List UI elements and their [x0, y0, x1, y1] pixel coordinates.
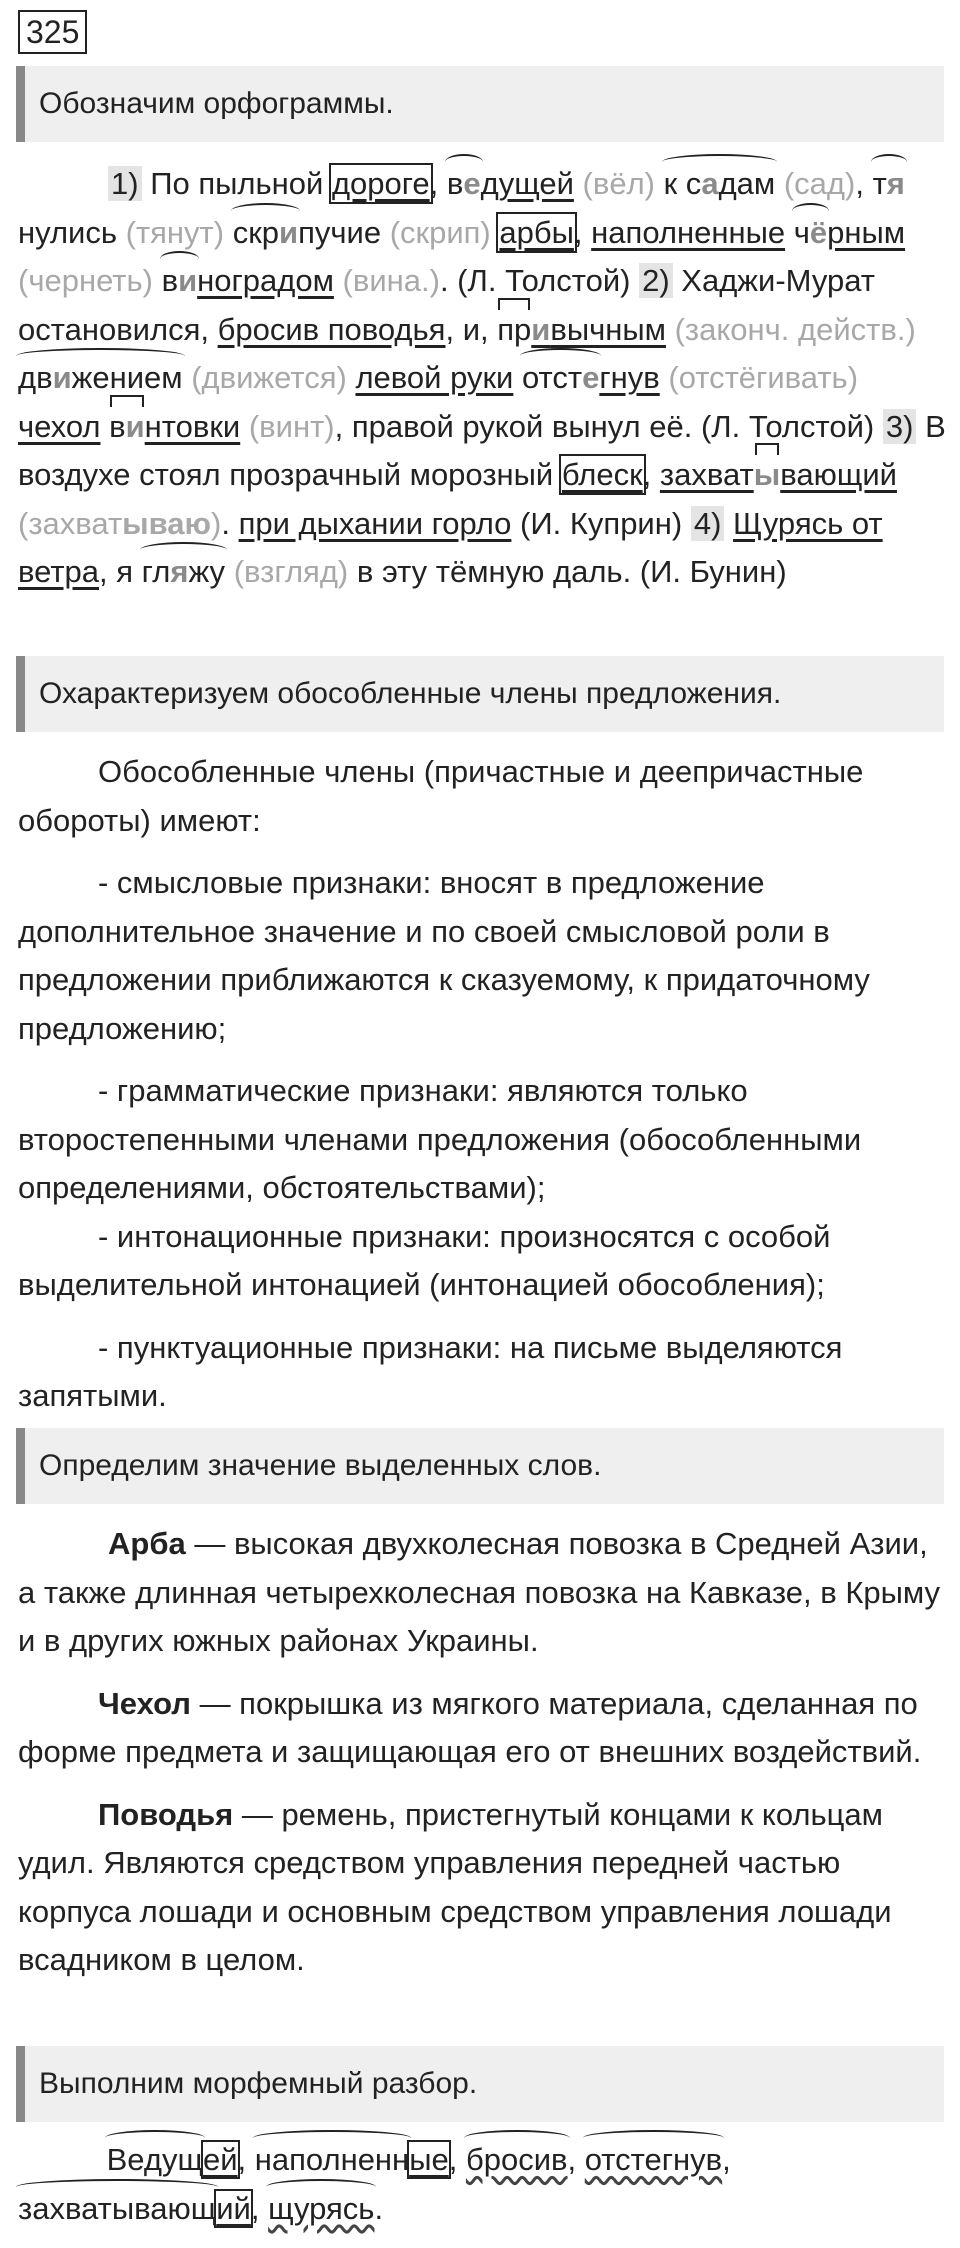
hint-dvizhetsya: (движется): [191, 360, 347, 395]
word-blesk: блеск: [561, 457, 643, 492]
text-fragment: (И. Куприн): [520, 505, 683, 541]
feature-intonation: - интонационные признаки: произносятся с особой выделительной интонацией (интонацией обособления);: [18, 1218, 831, 1302]
section-heading-features: Охарактеризуем обособленные члены предложения.: [16, 656, 944, 732]
word-glyazhu: гляжу: [142, 554, 225, 589]
hint-zakonch: (законч. действ.): [674, 311, 916, 347]
word-chekhol: чехол: [18, 408, 101, 444]
phrase-shchuryas: Щурясь от ветра: [18, 505, 883, 589]
feature-punctuation: - пунктуационные признаки: на письме выделяются запятыми.: [18, 1329, 843, 1413]
features-text: [18, 748, 948, 1421]
morpheme-brosiv: бросив: [466, 2136, 568, 2185]
phrase-pri-dykhanii: при дыхании горло: [238, 505, 512, 541]
word-chernym: чёрным: [794, 215, 905, 250]
word-vintovki: винтовки: [109, 409, 240, 444]
term-arba: Арба: [108, 1526, 186, 1561]
section-heading-morphemes: Выполним морфемный разбор.: [16, 2046, 944, 2122]
hint-vzglyad: (взгляд): [233, 554, 349, 589]
section-heading-definitions: Определим значение выделенных слов.: [16, 1428, 944, 1504]
word-privychnym: привычным: [497, 312, 666, 347]
term-chekhol: Чехол: [98, 1685, 191, 1721]
features-intro: Обособленные члены (причастные и деепричастные обороты) имеют:: [18, 754, 864, 838]
word-skripuchie: скрипучие: [233, 215, 381, 250]
hint-zakhvatyvayu: (захватываю): [18, 505, 222, 541]
word-otstegnuv: отстегнув: [522, 360, 660, 395]
text-fragment: . (Л. Толстой): [439, 263, 631, 298]
hint-vint: (винт): [248, 408, 335, 444]
word-vedushchey: ведущей: [447, 166, 574, 201]
definition-povodya: Поводья — ремень, пристегнутый концами к кольцам удил. Являются средством управления передней частью корпуса лошади и основным средством управления лошади всадником в целом.: [18, 1796, 892, 1977]
hint-tyanut: (тянут): [125, 214, 225, 250]
sentence-number: 4): [691, 506, 725, 541]
hint-vel: (вёл): [582, 166, 655, 201]
word-tyanulis: тянулись: [18, 166, 905, 250]
task-number: 325: [18, 10, 87, 54]
phrase-brosiv-povodya: бросив поводья: [217, 311, 446, 347]
definitions: [18, 1520, 948, 1985]
feature-semantic: - смысловые признаки: вносят в предложение дополнительное значение и по своей смысловой роли в предложении приближаются к сказуемому, к придаточному предложению;: [18, 865, 870, 1046]
text-fragment: , правой рукой вынул её. (Л. Толстой): [334, 408, 875, 444]
section-heading-orthograms: Обозначим орфограммы.: [16, 66, 944, 142]
sentence-number: 2): [639, 263, 673, 298]
word-doroge: дороге: [331, 166, 430, 201]
orthogram-text: 1) По пыльной дороге, ведущей (вёл) к садам (сад), тянулись (тянут) скрипучие (скрип) арбы, наполненные чёрным (чернеть) виноградом (вина.). (Л. Толстой) 2) Хаджи-Мурат остановился, бросив поводья, и, привычным (законч. действ.) движением (движется) левой руки отстегнув (отстёгивать) чехол винтовки (винт), правой рукой вынул её. (Л. Толстой) 3) В воздухе стоял прозрачный морозный блеск, захватывающий (захватываю). при дыхании горло (И. Куприн) 4) Щурясь от ветра, я гляжу (взгляд) в эту тёмную даль. (И. Бунин): [18, 160, 948, 597]
morpheme-napolnennye: наполненные: [255, 2142, 449, 2177]
hint-sad: (сад): [783, 166, 856, 201]
feature-grammatical: - грамматические признаки: являются только второстепенными членами предложения (обособленными определениями, обстоятельствами);: [18, 1073, 862, 1205]
morpheme-zakhvatyvayushchiy: захватывающий: [18, 2191, 251, 2226]
hint-skrip: (скрип): [389, 214, 491, 250]
word-arby: арбы: [499, 214, 574, 250]
hint-chernet: (чернеть): [18, 263, 153, 298]
word-napolnennye: наполненные: [591, 214, 786, 250]
word-dvizheniem: движением: [18, 360, 183, 395]
text-fragment: Хаджи-Мурат остановился,: [18, 263, 876, 347]
definition-arba: Арба — высокая двухколесная повозка в Средней Азии, а также длинная четырехколесная повозка на Кавказе, в Крыму и в других южных районах Украины.: [18, 1526, 941, 1658]
text-fragment: , и,: [445, 311, 489, 347]
text-fragment: в эту тёмную даль. (И. Бунин): [356, 554, 787, 589]
morpheme-vedushchey: Ведущей: [107, 2142, 238, 2177]
phrase-levoy-ruki: левой руки: [355, 360, 514, 395]
word-vinogradom: виноградом: [162, 263, 334, 298]
text-fragment: В воздухе стоял прозрачный морозный: [18, 408, 946, 492]
term-povodya: Поводья: [98, 1796, 234, 1832]
text-fragment: , я: [99, 554, 134, 589]
sentence-number: 1): [108, 166, 142, 201]
morpheme-shchuryas: щурясь: [268, 2185, 374, 2234]
morpheme-analysis: Ведущей, наполненные, бросив, отстегнув, захватывающий, щурясь.: [18, 2136, 948, 2233]
hint-vina: (вина.): [342, 263, 440, 298]
definition-chekhol: Чехол — покрышка из мягкого материала, сделанная по форме предмета и защищающая его от внешних воздействий.: [18, 1685, 922, 1769]
word-k-sadam: к садам: [664, 166, 776, 201]
hint-otstegivat: (отстёгивать): [668, 360, 859, 395]
morpheme-otstegnuv: отстегнув: [585, 2136, 722, 2185]
word-zakhvatyvayushchiy: захватывающий: [660, 457, 897, 492]
text-fragment: По пыльной: [150, 166, 324, 201]
sentence-number: 3): [883, 409, 917, 444]
